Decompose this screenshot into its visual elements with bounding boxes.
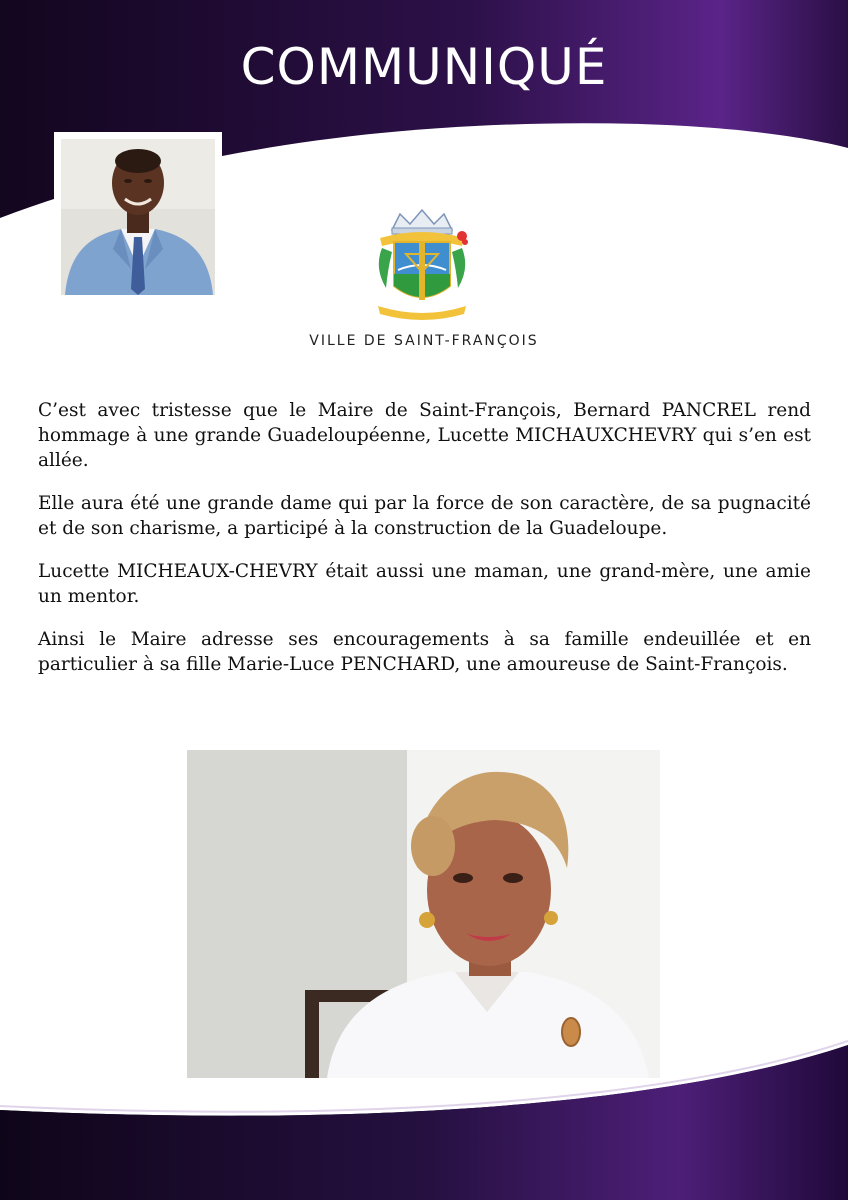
city-name: VILLE DE SAINT-FRANÇOIS xyxy=(309,333,539,349)
tribute-photo xyxy=(187,750,660,1078)
paragraph-1: C’est avec tristesse que le Maire de Saint-François, Bernard PANCREL rend hommage à une grande Guadeloupéenne, Lucette MICHAUXCHEVRY qui s’en est allée. xyxy=(38,400,811,471)
paragraph-4: Ainsi le Maire adresse ses encouragements à sa famille endeuillée et en particulier à sa fille Marie-Luce PENCHARD, une amoureuse de Saint-François. xyxy=(38,629,811,675)
mayor-photo xyxy=(54,132,222,302)
paragraph-3: Lucette MICHEAUX-CHEVRY était aussi une maman, une grand-mère, une amie un mentor. xyxy=(38,561,811,607)
saint-francois-crest-icon xyxy=(372,208,472,326)
communique-body xyxy=(38,398,811,695)
paragraph-2: Elle aura été une grande dame qui par la force de son caractère, de sa pugnacité et de son charisme, a participé à la construction de la Guadeloupe. xyxy=(38,493,811,539)
page-title: COMMUNIQUÉ xyxy=(240,38,608,96)
